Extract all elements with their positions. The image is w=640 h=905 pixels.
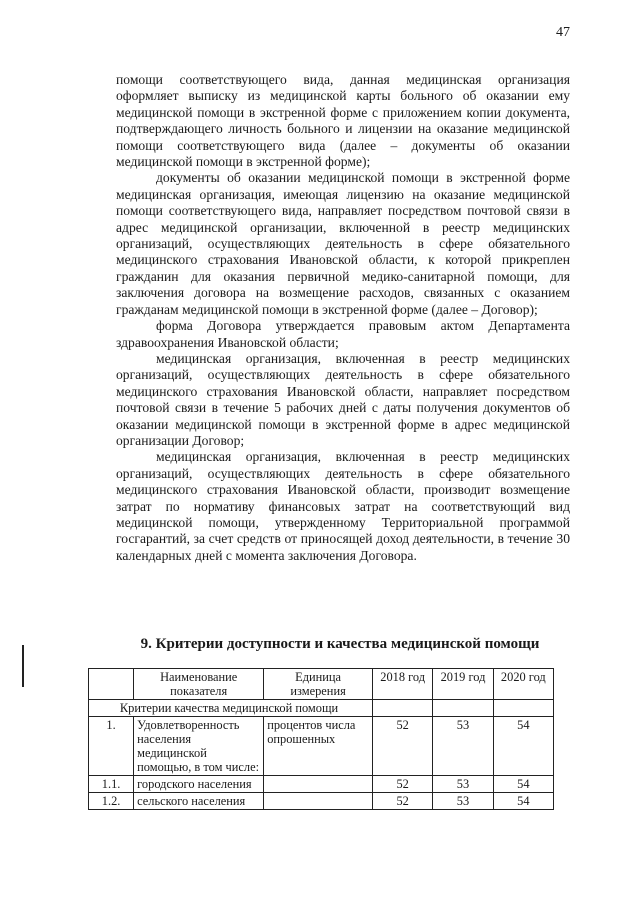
paragraph: документы об оказании медицинской помощи в экстренной форме медицинская организация, имеющая лицензию на оказание медицинской помощи соответствующего вида, направляет посредством почтовой связи в адрес медицинской организации, включенной в реестр медицинских организаций, осуществляющих деятельность в сфере обязательного медицинского страхования Ивановской области, к которой прикреплен гражданин для оказания первичной медико-санитарной помощи, для заключения договора на возмещение расходов, связанных с оказанием гражданам медицинской помощи в экстренной форме (далее – Договор);	[116, 170, 570, 317]
header-num	[89, 669, 134, 700]
row-2018: 52	[373, 793, 433, 810]
row-num: 1.	[89, 717, 134, 776]
row-num: 1.1.	[89, 776, 134, 793]
header-2019: 2019 год	[433, 669, 493, 700]
row-num: 1.2.	[89, 793, 134, 810]
table-subheader-row	[89, 700, 554, 717]
subheader: Критерии качества медицинской помощи	[89, 700, 373, 717]
body-text	[116, 72, 570, 564]
table-header-row	[89, 669, 554, 700]
header-unit: Единица измерения	[264, 669, 373, 700]
paragraph: медицинская организация, включенная в реестр медицинских организаций, осуществляющих деятельность в сфере обязательного медицинского страхования Ивановской области, направляет посредством почтовой связи в течение 5 рабочих дней с даты получения документов об оказании медицинской помощи в экстренной форме в адрес медицинской организации Договор;	[116, 350, 570, 448]
row-2018: 52	[373, 776, 433, 793]
paragraph: форма Договора утверждается правовым актом Департамента здравоохранения Ивановской области;	[116, 318, 570, 350]
table-row	[89, 776, 554, 793]
table-row	[89, 717, 554, 776]
table-row	[89, 793, 554, 810]
row-2020: 54	[493, 717, 553, 776]
margin-mark	[22, 645, 24, 687]
header-name: Наименование показателя	[134, 669, 264, 700]
row-unit	[264, 793, 373, 810]
row-2019: 53	[433, 793, 493, 810]
paragraph: помощи соответствующего вида, данная медицинская организация оформляет выписку из медицинской карты больного об оказании ему медицинской помощи в экстренной форме с приложением копии документа, подтверждающего личность больного и лицензии на оказание медицинской помощи соответствующего вида (далее – документы об оказании медицинской помощи в экстренной форме);	[116, 72, 570, 170]
page-number: 47	[556, 25, 570, 40]
row-2020: 54	[493, 793, 553, 810]
paragraph: медицинская организация, включенная в реестр медицинских организаций, осуществляющих деятельность в сфере обязательного медицинского страхования Ивановской области, производит возмещение затрат по нормативу финансовых затрат на соответствующий вид медицинской помощи, утвержденному Территориальной программой госгарантий, за счет средств от приносящей доход деятельности, в течение 30 календарных дней с момента заключения Договора.	[116, 449, 570, 563]
row-2019: 53	[433, 776, 493, 793]
row-name: сельского населения	[134, 793, 264, 810]
row-name: городского населения	[134, 776, 264, 793]
row-name: Удовлетворенность населения медицинской помощью, в том числе:	[134, 717, 264, 776]
row-unit	[264, 776, 373, 793]
header-2018: 2018 год	[373, 669, 433, 700]
criteria-table	[88, 668, 554, 810]
header-2020: 2020 год	[493, 669, 553, 700]
section-title: 9. Критерии доступности и качества медицинской помощи	[140, 636, 540, 652]
row-2019: 53	[433, 717, 493, 776]
row-2018: 52	[373, 717, 433, 776]
row-unit: процентов числа опрошенных	[264, 717, 373, 776]
row-2020: 54	[493, 776, 553, 793]
